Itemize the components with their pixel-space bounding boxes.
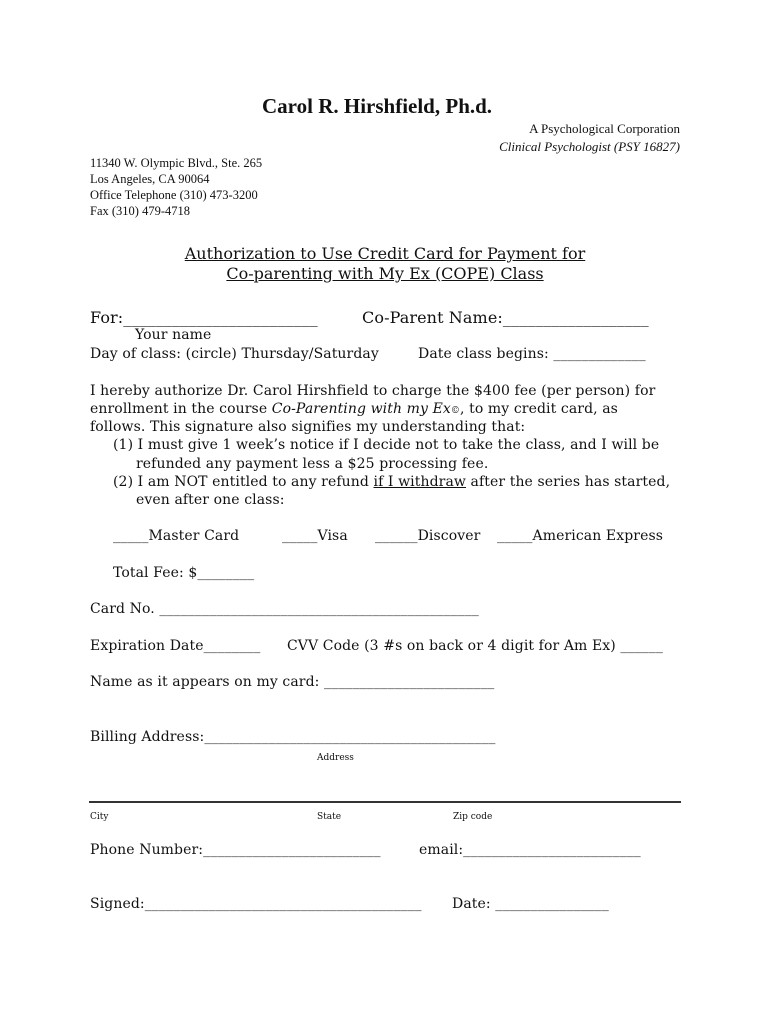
day-of-class: Day of class: (circle) Thursday/Saturday xyxy=(90,346,379,362)
organization-name: A Psychological Corporation xyxy=(529,121,680,136)
authorization-line-3: follows. This signature also signifies my understanding that: xyxy=(90,419,526,435)
copyright-mark: © xyxy=(450,406,461,416)
your-name-caption: Your name xyxy=(135,327,212,343)
doctor-name: Carol R. Hirshfield, Ph.d. xyxy=(262,94,493,118)
signature-field[interactable]: Signed:_______________________________________ xyxy=(90,896,422,912)
card-number-field[interactable]: Card No. _____________________________________________ xyxy=(90,601,479,617)
authorization-line-2: enrollment in the course Co-Parenting with my Ex©, to my credit card, as xyxy=(90,401,618,417)
condition-2-line-1: (2) I am NOT entitled to any refund if I withdraw after the series has started, xyxy=(113,474,671,490)
date-class-begins-field[interactable]: Date class begins: _____________ xyxy=(418,346,646,362)
card-type-discover[interactable]: ______Discover xyxy=(375,528,481,544)
city-state-zip-line[interactable] xyxy=(89,801,681,803)
address-caption: Address xyxy=(317,753,354,763)
email-field[interactable]: email:_________________________ xyxy=(419,842,641,858)
condition-1-line-1: (1) I must give 1 week’s notice if I decide not to take the class, and I will be xyxy=(113,437,660,453)
condition-2-line-2: even after one class: xyxy=(136,492,285,508)
cvv-code-field[interactable]: CVV Code (3 #s on back or 4 digit for Am Ex) ______ xyxy=(287,638,663,654)
state-caption: State xyxy=(317,812,342,822)
card-type-amex[interactable]: _____American Express xyxy=(497,528,664,544)
condition-1-line-2: refunded any payment less a $25 processing fee. xyxy=(136,456,489,472)
form-title-line-1: Authorization to Use Credit Card for Payment for xyxy=(184,244,586,263)
city-caption: City xyxy=(90,812,109,822)
fax-number: Fax (310) 479-4718 xyxy=(90,204,190,218)
office-phone: Office Telephone (310) 473-3200 xyxy=(90,188,258,202)
expiration-date-field[interactable]: Expiration Date________ xyxy=(90,638,261,654)
address-line-1: 11340 W. Olympic Blvd., Ste. 265 xyxy=(90,156,263,170)
card-type-mastercard[interactable]: _____Master Card xyxy=(113,528,240,544)
zip-caption: Zip code xyxy=(453,812,493,822)
signature-date-field[interactable]: Date: ________________ xyxy=(452,896,609,912)
for-field[interactable]: For:________________________ xyxy=(90,308,318,327)
authorization-line-1: I hereby authorize Dr. Carol Hirshfield to charge the $400 fee (per person) for xyxy=(90,383,656,399)
address-line-2: Los Angeles, CA 90064 xyxy=(90,172,210,186)
course-name: Co-Parenting with my Ex xyxy=(271,401,451,417)
name-on-card-field[interactable]: Name as it appears on my card: ________________________ xyxy=(90,674,495,690)
form-title-line-2: Co-parenting with My Ex (COPE) Class xyxy=(226,264,544,283)
card-type-visa[interactable]: _____Visa xyxy=(282,528,348,544)
coparent-name-field[interactable]: Co-Parent Name:__________________ xyxy=(362,308,649,327)
billing-address-field[interactable]: Billing Address:_________________________________________ xyxy=(90,729,496,745)
phone-number-field[interactable]: Phone Number:_________________________ xyxy=(90,842,381,858)
total-fee-field[interactable]: Total Fee: $________ xyxy=(113,565,255,581)
license-line: Clinical Psychologist (PSY 16827) xyxy=(499,139,680,154)
